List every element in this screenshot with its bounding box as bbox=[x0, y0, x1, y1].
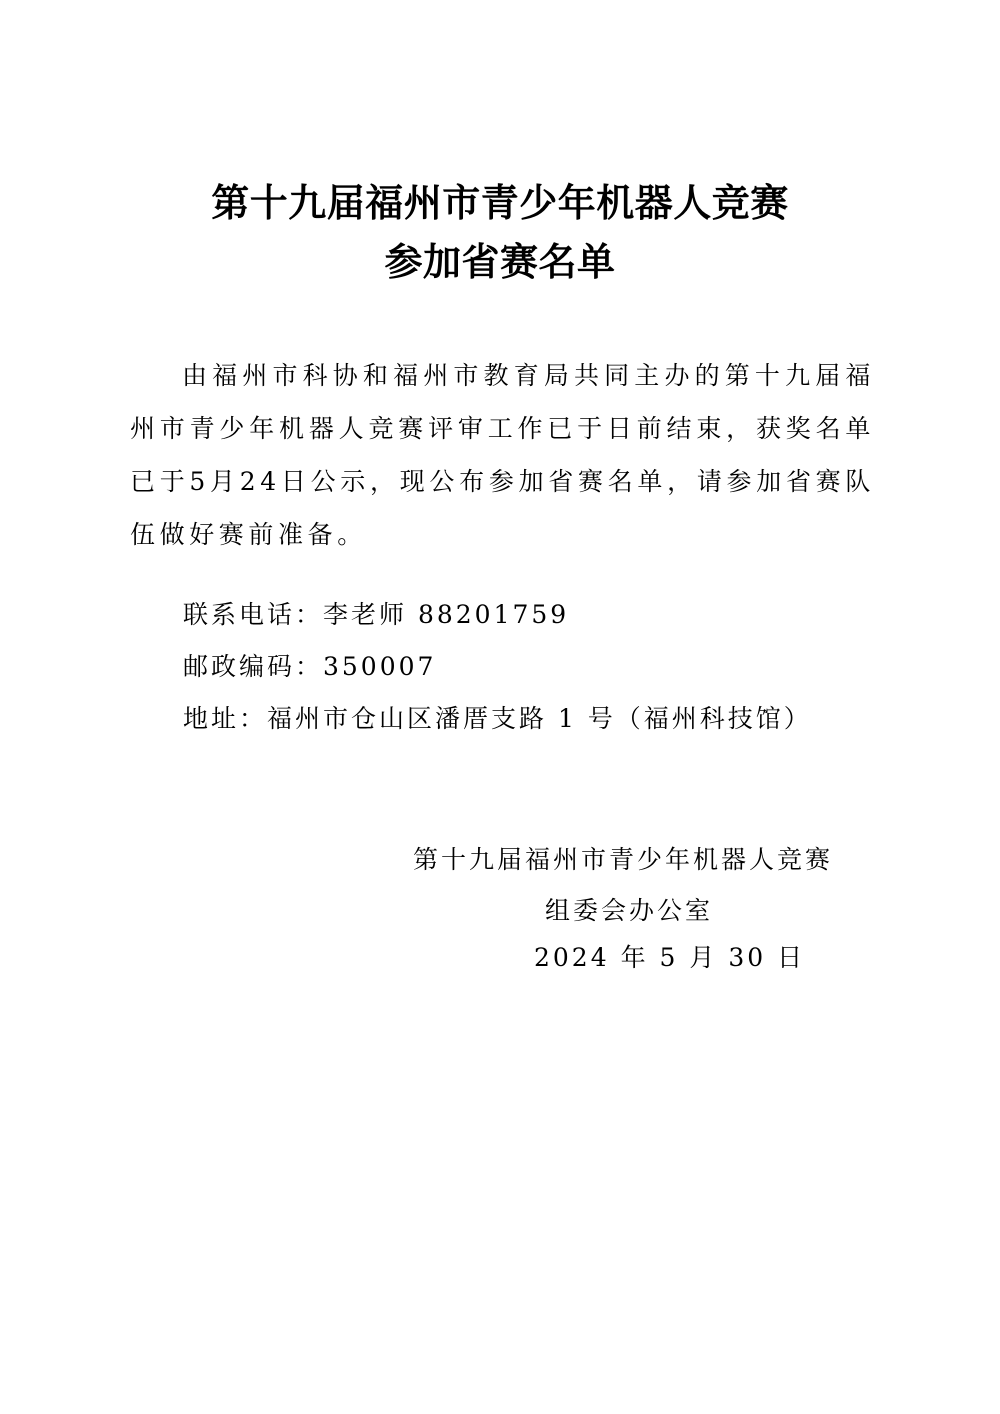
signature-office: 组委会办公室 bbox=[545, 896, 714, 925]
signature-organization: 第十九届福州市青少年机器人竞赛 bbox=[413, 845, 834, 874]
contact-phone: 联系电话：李老师 88201759 bbox=[183, 600, 570, 629]
body-paragraph: 由福州市科协和福州市教育局共同主办的第十九届福州市青少年机器人竞赛评审工作已于日前结束，获奖名单已于5月24日公示，现公布参加省赛名单，请参加省赛队伍做好赛前准备。 bbox=[130, 361, 875, 549]
document-title-line1: 第十九届福州市青少年机器人竞赛 bbox=[211, 181, 789, 225]
contact-postcode: 邮政编码：350007 bbox=[183, 652, 437, 681]
contact-address: 地址：福州市仓山区潘厝支路 1 号（福州科技馆） bbox=[183, 704, 812, 733]
document-title-line2: 参加省赛名单 bbox=[384, 240, 616, 284]
signature-date: 2024 年 5 月 30 日 bbox=[534, 943, 806, 972]
